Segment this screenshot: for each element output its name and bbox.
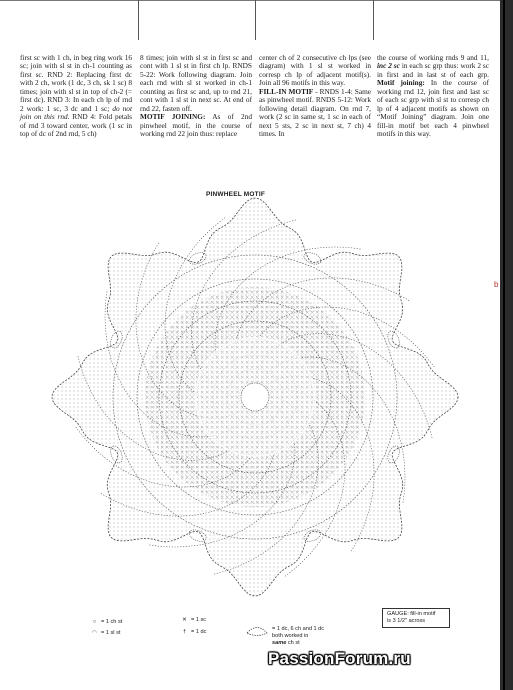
legend-ch-label: = 1 ch st [101, 619, 123, 625]
legend-ch [88, 619, 122, 626]
col3-text-b: - RNDS 1-4: Same as pinwheel motif. RNDS 5-12: Work following detail diagram. On rnd 7, work (2 sc in same st, 1 sc in each of next 5 sts, 2 sc in next st, 7 ch) 4 times. In [259, 86, 371, 139]
diagram-title: PINWHEEL MOTIF [206, 191, 266, 198]
legend-slst-label: = 1 sl st [101, 630, 121, 636]
top-margin-rule [0, 0, 513, 40]
single-crochet-icon: ✕ [182, 617, 187, 623]
legend-slst [88, 630, 120, 637]
column-divider [373, 0, 374, 40]
chain-stitch-icon: ○ [92, 619, 97, 625]
binding-stripe [503, 0, 505, 690]
col2-text-b: As of 2nd pinwheel motif, in the course of working rnd 22 join thus: replace [140, 112, 252, 139]
pinwheel-motif-diagram [20, 185, 490, 605]
column-divider [138, 0, 139, 40]
fill-in-motif-heading: FILL-IN MOTIF [259, 86, 314, 96]
gauge-box [382, 608, 450, 628]
legend-cluster-line2: both worked in [272, 633, 309, 639]
gauge-line1: GAUGE: fill-in motif [387, 611, 436, 617]
instructions-text [20, 54, 494, 164]
gauge-line2: is 3 1/2" across [387, 618, 426, 624]
legend-dc-label: = 1 dc [191, 629, 207, 635]
watermark-logo: PassionForum.ru [268, 649, 411, 668]
cluster-icon [245, 624, 269, 638]
legend-cluster-rest: ch st [287, 640, 300, 646]
col1-italic: do not join on this rnd. [20, 103, 132, 122]
col2-text-a: 8 times; join with sl st in first sc and cont with 1 sl st in first ch lp. RNDS 5-22: Work following diagram. Join each rnd with sl st worked in ch-1 counting as first sc and, up to rnd 21, cont with 1 sl st in next sc. At end of rnd 22, fasten off. [140, 53, 252, 113]
text-column-3 [259, 54, 371, 139]
motif-chart [52, 198, 458, 596]
col4-text-a: the course of working rnds 9 and 11, [377, 53, 489, 62]
col3-text-a: center ch of 2 consecutive ch lps (see diagram) with 1 sl st worked in corresp ch lp of adjacent motif(s). Join all 96 motifs in this way. [259, 53, 371, 88]
double-crochet-icon: † [182, 629, 187, 635]
col4-text-c: In the course of working rnd 12, join first and last sc of each sc grp with sl st to corresp ch lp of 4 adjacent motifs as shown on “Motif Joining” diagram. Join one fill-in motif bet each 4 pinwheel motifs in this way. [377, 78, 490, 139]
col4-italic: inc 2 sc [377, 61, 400, 71]
col1-text-a: first sc with 1 ch, in beg ring work 16 sc; join with sl st in ch-1 counting as first sc. RND 2: Replacing first dc with 2 ch, work (1 dc, 3 ch, sk 1 sc) 8 times; join with sl st in top of ch-2 (= first dc). RND 3: In each ch lp of rnd 2 work: 1 sc, 3 dc and 1 sc; [20, 53, 132, 113]
margin-mark: b [494, 280, 499, 289]
slip-stitch-icon: ◠ [92, 630, 97, 636]
text-column-2 [140, 54, 252, 139]
page-binding-edge [500, 0, 513, 690]
col4-text-b: in each sc grp thus: work 2 sc in first and in last st of each grp. [377, 61, 489, 79]
legend-cluster-line1: = 1 dc, 6 ch and 1 dc [272, 626, 325, 632]
motif-joining-heading: MOTIF JOINING: [140, 112, 206, 122]
legend-sc-label: = 1 sc [191, 617, 207, 623]
col1-text-b: RND 4: Fold petals of rnd 3 toward center, work (1 sc in top of dc of 2nd rnd, 5 ch) [20, 112, 132, 139]
legend-cluster-same: same [272, 640, 287, 646]
column-divider [255, 0, 256, 40]
motif-joining-subheading: Motif joining: [377, 78, 425, 88]
top-rule [0, 0, 513, 1]
legend-sc [178, 617, 206, 624]
text-column-4 [377, 54, 489, 139]
legend-dc [178, 629, 206, 636]
text-column-1 [20, 54, 132, 139]
legend-cluster [272, 626, 324, 647]
center-ring [241, 383, 269, 411]
